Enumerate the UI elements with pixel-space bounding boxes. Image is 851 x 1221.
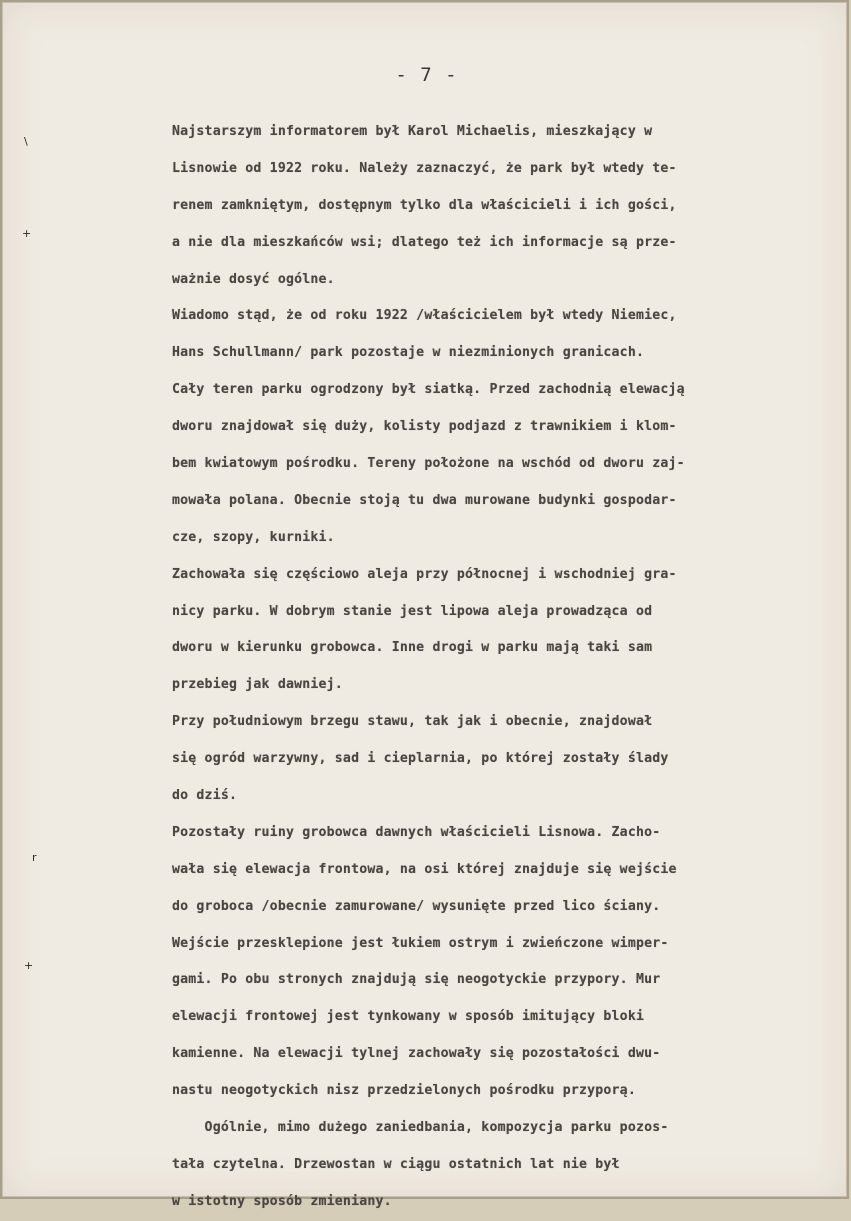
margin-mark: + [24, 959, 34, 972]
text-line: dworu znajdował się duży, kolisty podjazd z trawnikiem i klom- [172, 419, 677, 435]
text-line: renem zamkniętym, dostępnym tylko dla właścicieli i ich gości, [172, 197, 677, 213]
text-line: nastu neogotyckich nisz przedzielonych pośrodku przyporą. [172, 1083, 636, 1099]
text-line: się ogród warzywny, sad i cieplarnia, po której zostały ślady [172, 751, 669, 767]
text-line: nicy parku. W dobrym stanie jest lipowa aleja prowadząca od [172, 603, 653, 619]
margin-mark: + [22, 227, 32, 240]
text-line: Lisnowie od 1922 roku. Należy zaznaczyć, że park był wtedy te- [172, 160, 677, 176]
text-line: bem kwiatowym pośrodku. Tereny położone na wschód od dworu zaj- [172, 456, 685, 472]
typed-text-body [172, 114, 842, 1221]
text-line: przebieg jak dawniej. [172, 677, 343, 693]
text-line: cze, szopy, kurniki. [172, 529, 335, 545]
text-line: Ogólnie, mimo dużego zaniedbania, kompozycja parku pozos- [172, 1120, 669, 1136]
text-line: Hans Schullmann/ park pozostaje w niezminionych granicach. [172, 345, 645, 361]
margin-mark: \ [24, 135, 28, 148]
text-line: mowała polana. Obecnie stoją tu dwa murowane budynki gospodar- [172, 492, 677, 508]
text-line: elewacji frontowej jest tynkowany w sposób imitujący bloki [172, 1009, 645, 1025]
text-line: Najstarszym informatorem był Karol Michaelis, mieszkający w [172, 124, 653, 139]
text-line: Pozostały ruiny grobowca dawnych właścicieli Lisnowa. Zacho- [172, 824, 661, 840]
text-line: Przy południowym brzegu stawu, tak jak i obecnie, znajdował [172, 714, 653, 730]
text-line: Wiadomo stąd, że od roku 1922 /właścicielem był wtedy Niemiec, [172, 308, 677, 324]
text-line: wała się elewacja frontowa, na osi której znajduje się wejście [172, 861, 677, 877]
text-line: do dziś. [172, 788, 238, 804]
text-line: dworu w kierunku grobowca. Inne drogi w parku mają taki sam [172, 640, 653, 656]
text-line: ważnie dosyć ogólne. [172, 271, 335, 287]
text-line: Wejście przesklepione jest łukiem ostrym i zwieńczone wimper- [172, 935, 669, 951]
text-line: do groboca /obecnie zamurowane/ wysunięte przed lico ściany. [172, 898, 661, 914]
text-line: kamienne. Na elewacji tylnej zachowały się pozostałości dwu- [172, 1046, 661, 1062]
text-line: a nie dla mieszkańców wsi; dlatego też ich informacje są prze- [172, 234, 677, 250]
text-line: Cały teren parku ogrodzony był siatką. Przed zachodnią elewacją [172, 382, 685, 398]
margin-mark: r [32, 851, 37, 864]
text-line: Zachowała się częściowo aleja przy północnej i wschodniej gra- [172, 566, 677, 582]
text-line: gami. Po obu stronych znajdują się neogotyckie przypory. Mur [172, 972, 661, 988]
page-number: - 7 - [395, 64, 458, 86]
text-line: tała czytelna. Drzewostan w ciągu ostatnich lat nie był [172, 1156, 620, 1172]
text-line: w istotny sposób zmieniany. [172, 1193, 392, 1209]
